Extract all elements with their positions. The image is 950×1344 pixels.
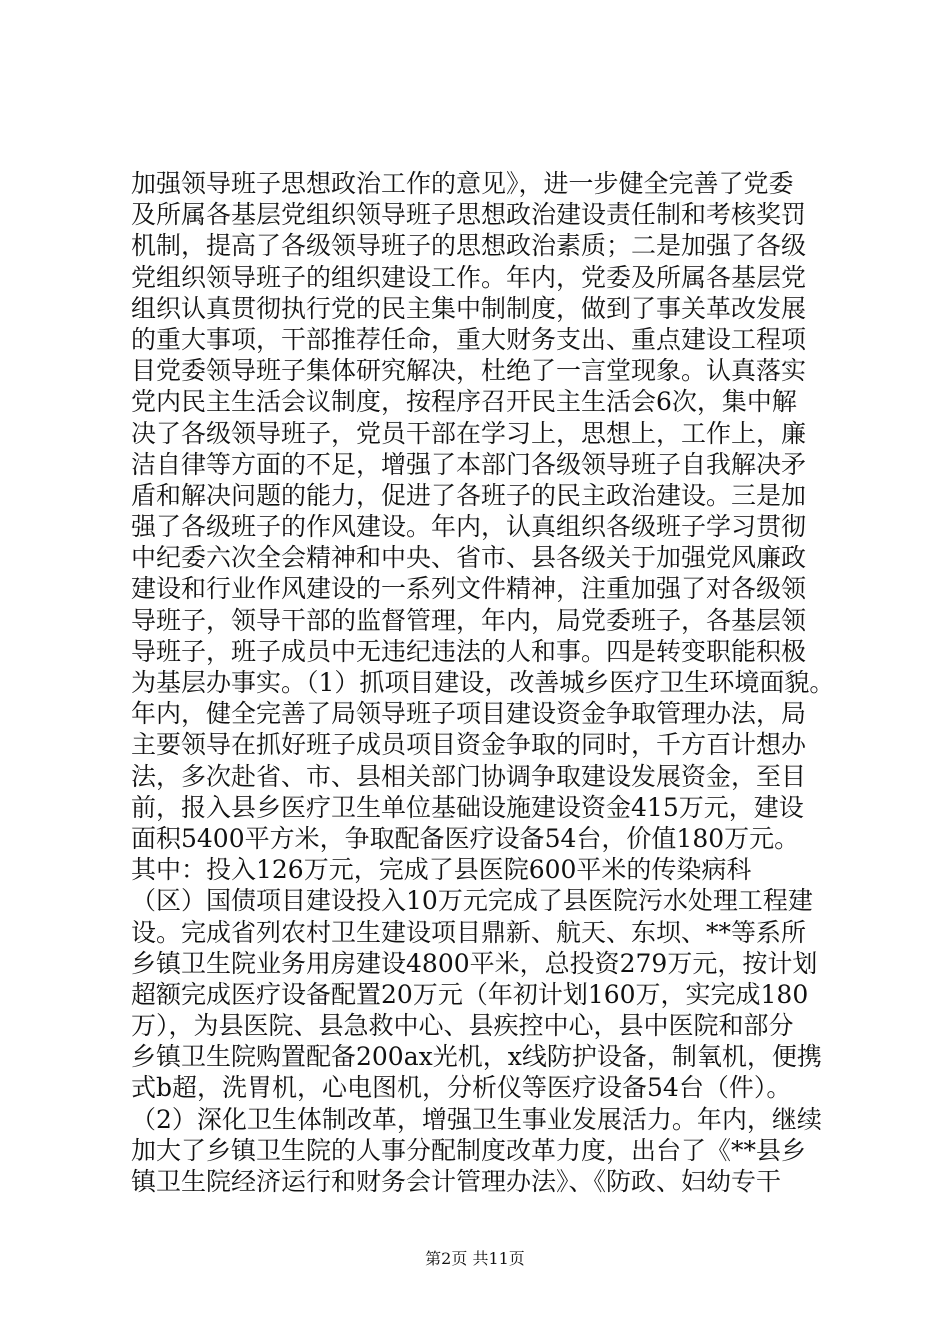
text-line: 万），为县医院、县急救中心、县疾控中心，县中医院和部分 [131, 1011, 794, 1041]
text-line: 目党委领导班子集体研究解决，杜绝了一言堂现象。认真落实 [131, 356, 807, 386]
text-line: 面积5400平方米，争取配备医疗设备54台，价值180万元。 [131, 823, 800, 853]
text-line: 及所属各基层党组织领导班子思想政治建设责任制和考核奖罚 [131, 200, 807, 230]
text-line: 乡镇卫生院业务用房建设4800平米，总投资279万元，按计划 [131, 948, 818, 978]
text-line: 镇卫生院经济运行和财务会计管理办法》、《防政、妇幼专干 [131, 1167, 782, 1196]
text-line: （2）深化卫生体制改革，增强卫生事业发展活力。年内，继续 [131, 1104, 822, 1134]
text-line: 设。完成省列农村卫生建设项目鼎新、航天、东坝、**等系所 [131, 917, 807, 947]
text-line: 的重大事项，干部推荐任命，重大财务支出、重点建设工程项 [131, 324, 807, 354]
text-line: 乡镇卫生院购置配备200ax光机，x线防护设备，制氧机，便携 [131, 1042, 822, 1072]
body-paragraph [131, 168, 851, 1197]
text-line: 其中：投入126万元，完成了县医院600平米的传染病科 [131, 855, 752, 885]
text-line: 强了各级班子的作风建设。年内，认真组织各级班子学习贯彻 [131, 512, 807, 542]
text-line: 导班子，领导干部的监督管理，年内，局党委班子，各基层领 [131, 605, 807, 635]
text-line: 加强领导班子思想政治工作的意见》，进一步健全完善了党委 [131, 169, 794, 198]
text-line: 式b超，洗胃机，心电图机，分析仪等医疗设备54台（件）。 [131, 1073, 792, 1103]
text-line: 盾和解决问题的能力，促进了各班子的民主政治建设。三是加 [131, 480, 807, 510]
text-line: 党组织领导班子的组织建设工作。年内，党委及所属各基层党 [131, 262, 807, 292]
page-number-footer: 第2页 共11页 [425, 1249, 525, 1268]
text-line: 党内民主生活会议制度，按程序召开民主生活会6次，集中解 [131, 387, 797, 417]
text-line: 主要领导在抓好班子成员项目资金争取的同时，千方百计想办 [131, 730, 807, 760]
text-line: 建设和行业作风建设的一系列文件精神，注重加强了对各级领 [131, 574, 807, 604]
text-line: 前，报入县乡医疗卫生单位基础设施建设资金415万元，建设 [131, 792, 804, 822]
text-line: 组织认真贯彻执行党的民主集中制制度，做到了事关革改发展 [131, 293, 807, 323]
text-line: 洁自律等方面的不足，增强了本部门各级领导班子自我解决矛 [131, 449, 807, 479]
text-line: 为基层办事实。（1）抓项目建设，改善城乡医疗卫生环境面貌。 [131, 668, 835, 697]
text-line: 中纪委六次全会精神和中央、省市、县各级关于加强党风廉政 [131, 543, 807, 573]
text-line: 导班子，班子成员中无违纪违法的人和事。四是转变职能积极 [131, 636, 807, 666]
text-line: 超额完成医疗设备配置20万元（年初计划160万，实完成180 [131, 979, 809, 1009]
text-line: 加大了乡镇卫生院的人事分配制度改革力度，出台了《**县乡 [131, 1135, 807, 1165]
text-line: （区）国债项目建设投入10万元完成了县医院污水处理工程建 [131, 886, 813, 916]
text-line: 机制，提高了各级领导班子的思想政治素质；二是加强了各级 [131, 231, 807, 261]
text-line: 决了各级领导班子，党员干部在学习上，思想上，工作上，廉 [131, 418, 807, 448]
text-line: 年内，健全完善了局领导班子项目建设资金争取管理办法，局 [131, 699, 807, 729]
text-line: 法，多次赴省、市、县相关部门协调争取建设发展资金，至目 [131, 761, 807, 791]
